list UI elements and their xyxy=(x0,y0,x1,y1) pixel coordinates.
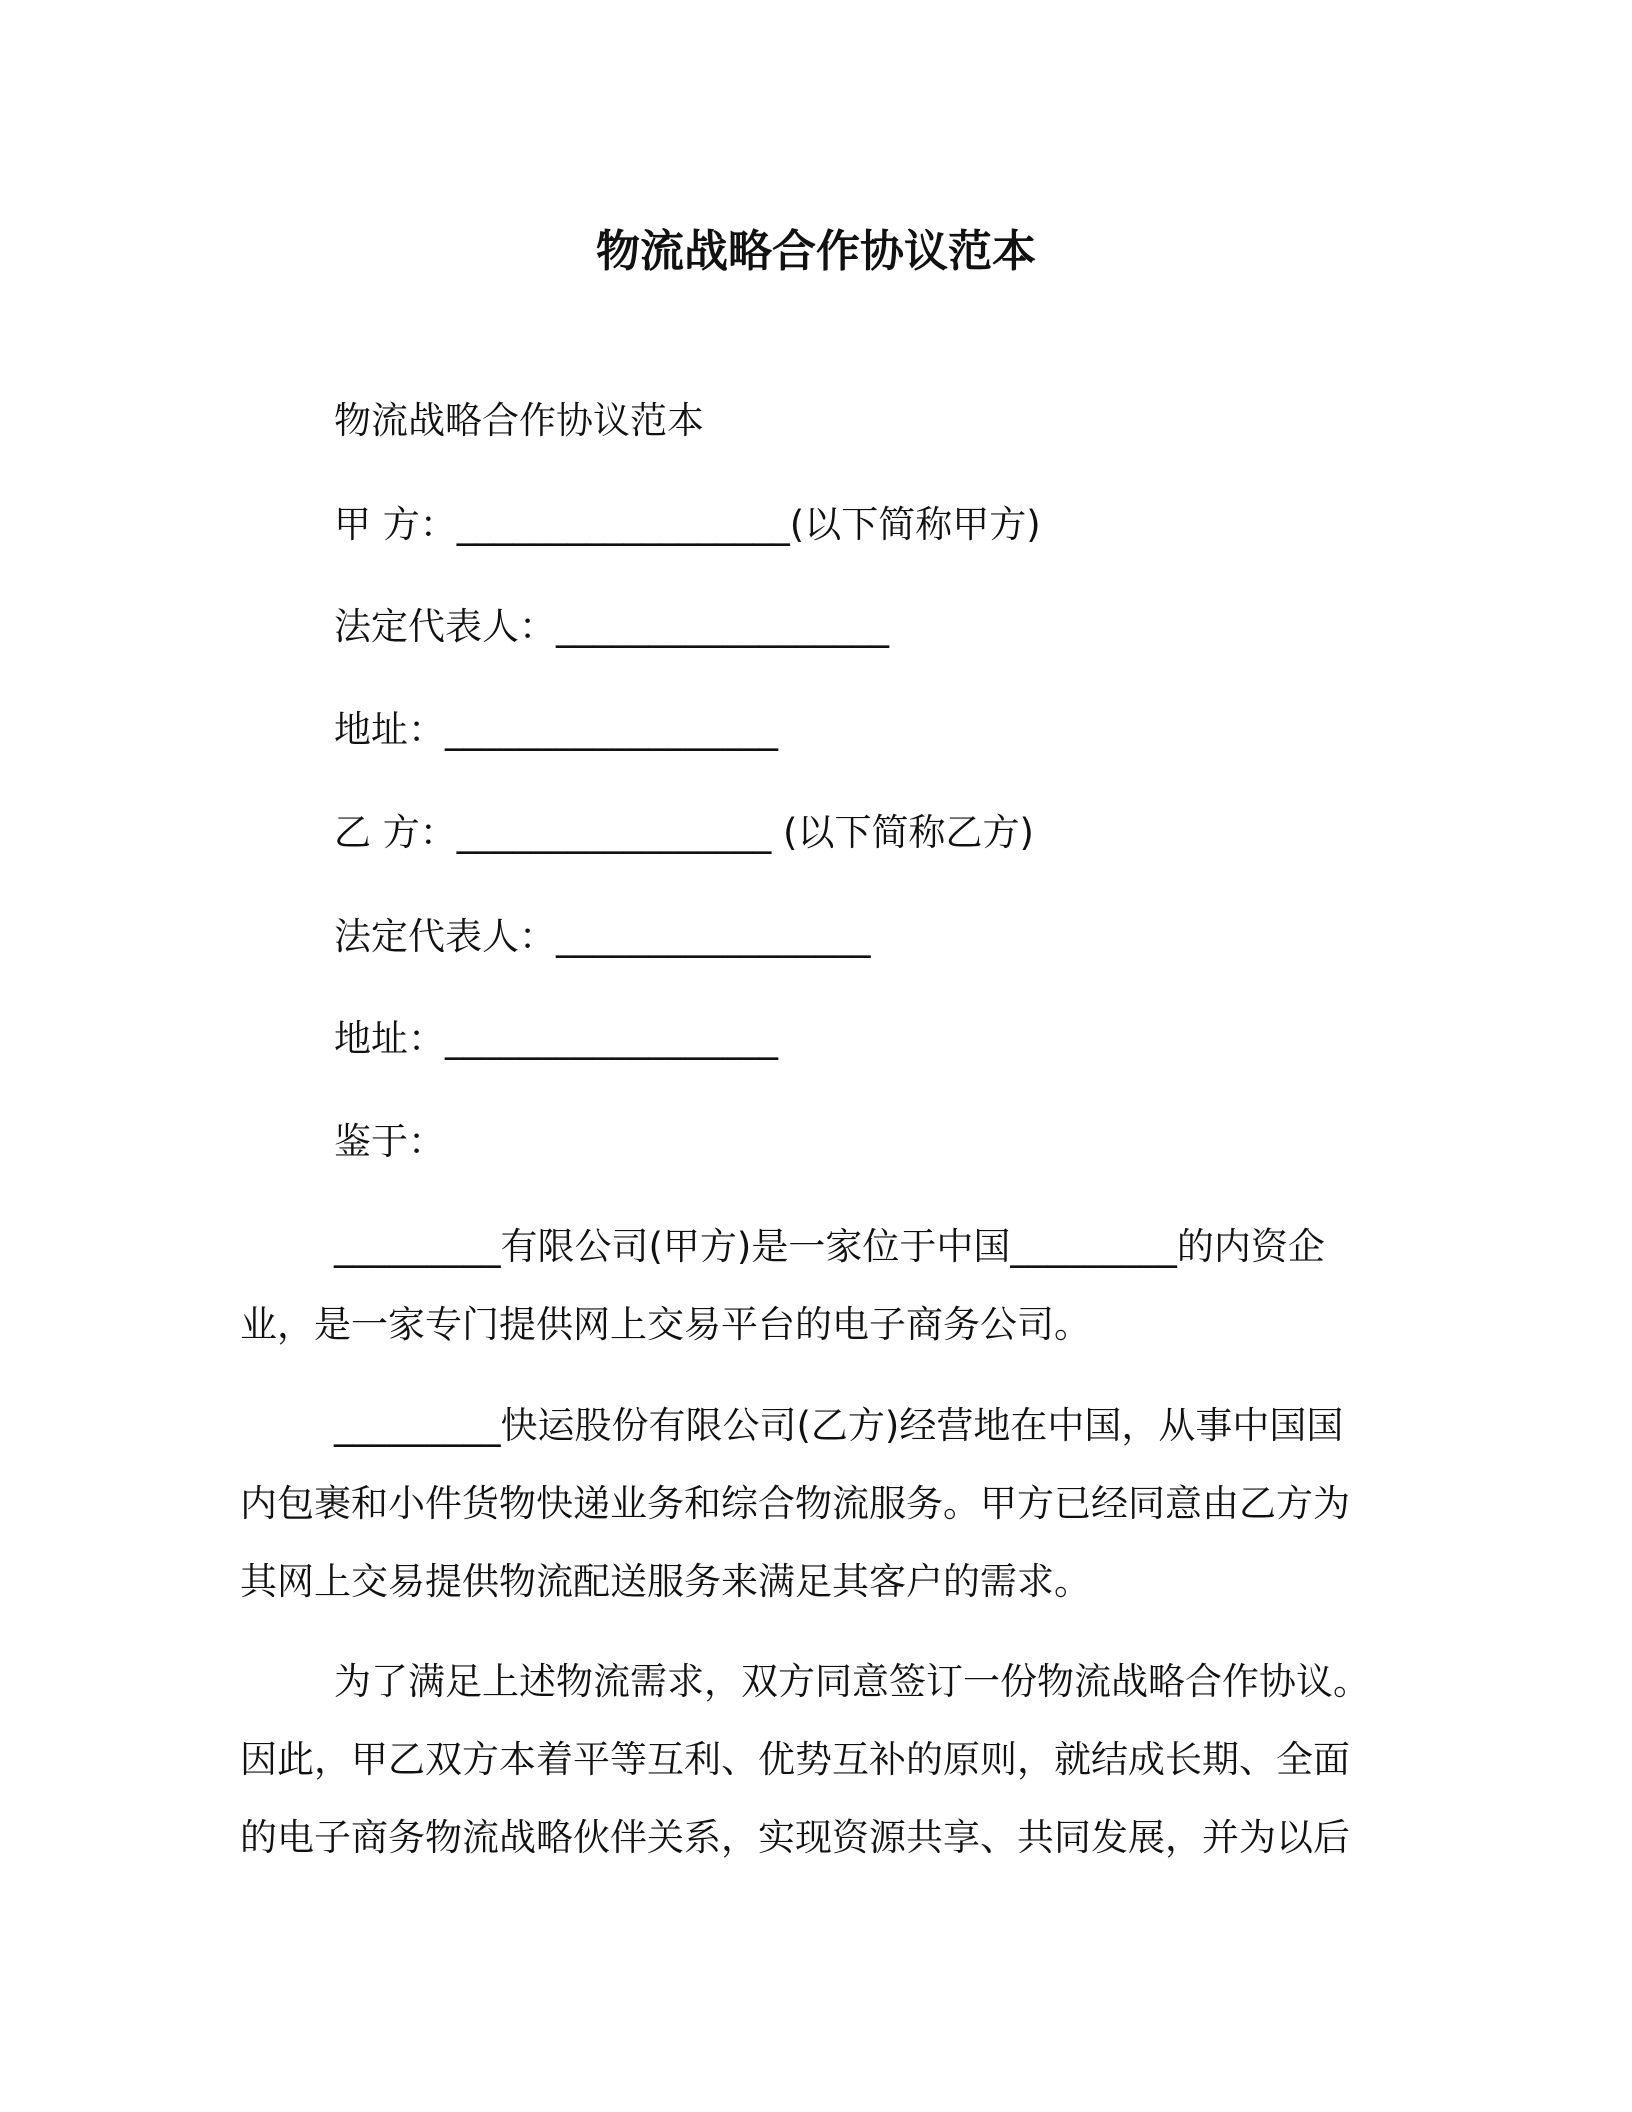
document-subtitle: 物流战略合作协议范本 xyxy=(334,399,704,442)
paragraph-line: 内包裹和小件货物快递业务和综合物流服务。甲方已经同意由乙方为 xyxy=(240,1482,1350,1525)
paragraph-line: _________快运股份有限公司(乙方)经营地在中国，从事中国国 xyxy=(334,1404,1344,1447)
paragraph-line: _________有限公司(甲方)是一家位于中国_________的内资企 xyxy=(334,1225,1325,1268)
paragraph-2 xyxy=(240,1387,1370,1621)
paragraph-line: 业，是一家专门提供网上交易平台的电子商务公司。 xyxy=(240,1303,1091,1346)
paragraph-3 xyxy=(240,1643,1370,1877)
party-a-address-line: 地址：__________________ xyxy=(334,708,778,751)
whereas-line: 鉴于： xyxy=(334,1120,445,1163)
party-a-line: 甲 方：__________________(以下简称甲方) xyxy=(334,503,1041,546)
paragraph-line: 其网上交易提供物流配送服务来满足其客户的需求。 xyxy=(240,1560,1091,1603)
party-b-representative-line: 法定代表人：_________________ xyxy=(334,915,871,958)
paragraph-line: 为了满足上述物流需求，双方同意签订一份物流战略合作协议。 xyxy=(334,1660,1370,1703)
paragraph-line: 因此，甲乙双方本着平等互利、优势互补的原则，就结成长期、全面 xyxy=(240,1738,1350,1781)
party-a-representative-line: 法定代表人：__________________ xyxy=(334,605,889,648)
paragraph-1 xyxy=(240,1208,1370,1364)
party-b-address-line: 地址：__________________ xyxy=(334,1017,778,1060)
paragraph-line: 的电子商务物流战略伙伴关系，实现资源共享、共同发展，并为以后 xyxy=(240,1816,1350,1859)
party-b-line: 乙 方：_________________ (以下简称乙方) xyxy=(334,811,1034,854)
document-title: 物流战略合作协议范本 xyxy=(596,226,1036,277)
